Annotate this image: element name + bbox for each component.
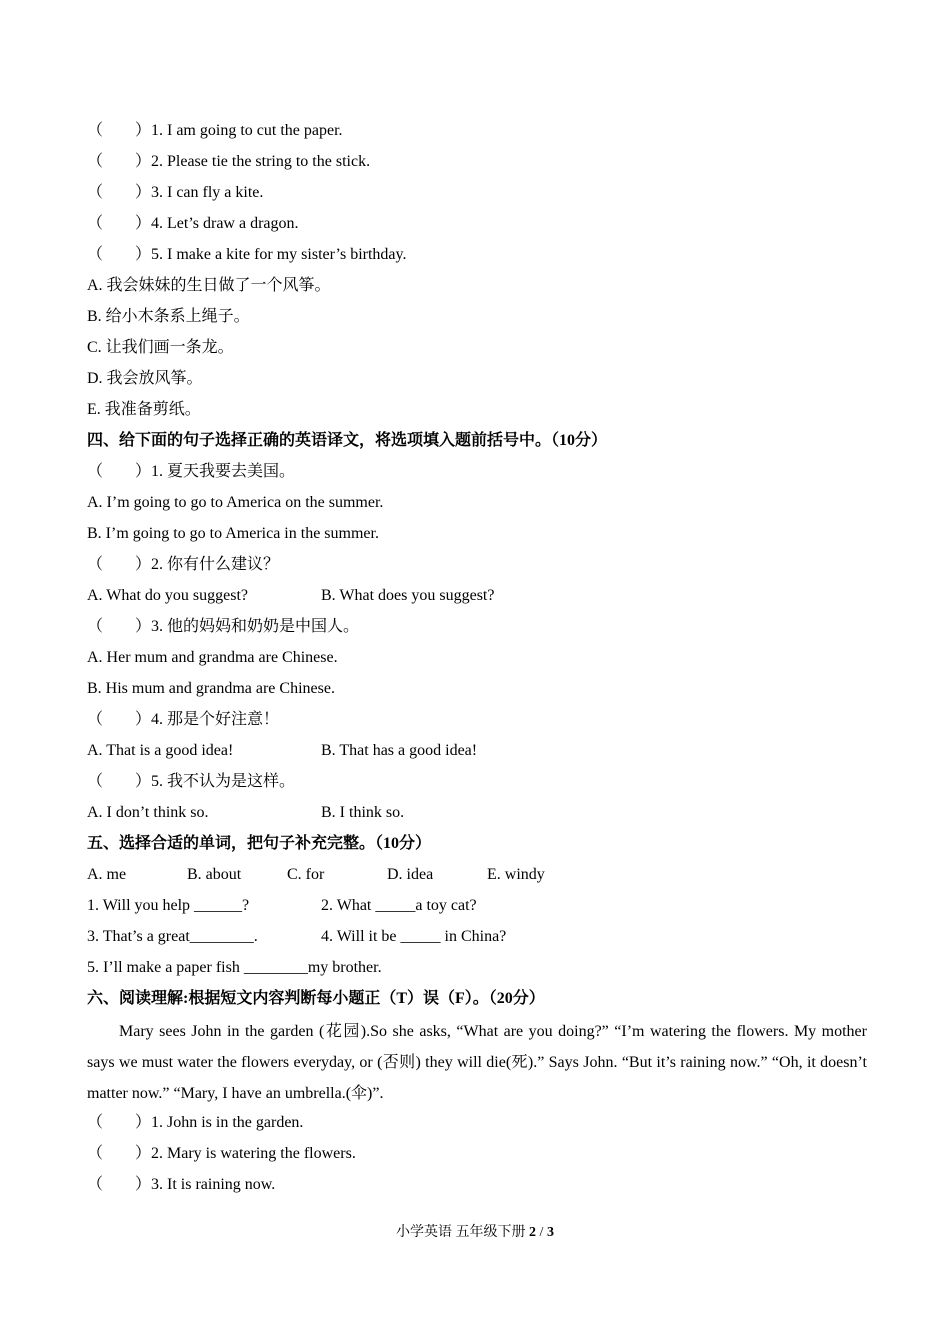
s5-row-2 bbox=[87, 923, 867, 954]
item-text: 2. Mary is watering the flowers. bbox=[151, 1145, 356, 1162]
item-text: 1. John is in the garden. bbox=[151, 1114, 304, 1131]
s3-item-1 bbox=[87, 117, 867, 148]
answer-paren: （ ） bbox=[87, 1176, 152, 1193]
page-content bbox=[87, 117, 867, 1202]
item-text: 2. Please tie the string to the stick. bbox=[151, 153, 371, 170]
option-a: A. That is a good idea! bbox=[87, 742, 234, 759]
footer-label: 小学英语 五年级下册 bbox=[396, 1225, 526, 1240]
option-b: B. What does you suggest? bbox=[321, 587, 495, 604]
section6-heading: 六、阅读理解:根据短文内容判断每小题正（T）误（F）。（20分） bbox=[87, 990, 545, 1007]
s5-row-1 bbox=[87, 892, 867, 923]
answer-paren: （ ） bbox=[87, 773, 152, 790]
s3-item-4 bbox=[87, 210, 867, 241]
answer-paren: （ ） bbox=[87, 556, 152, 573]
s3-item-2 bbox=[87, 148, 867, 179]
sentence-5: 5. I’ll make a paper fish ________my brother. bbox=[87, 959, 382, 976]
s4-q1-option-b: B. I’m going to go to America in the summer. bbox=[87, 525, 379, 542]
option-a: A. I don’t think so. bbox=[87, 804, 209, 821]
s4-q5-options bbox=[87, 799, 867, 830]
answer-paren: （ ） bbox=[87, 1145, 152, 1162]
footer-page-number: 2 bbox=[529, 1225, 537, 1240]
s3-item-5 bbox=[87, 241, 867, 272]
s4-q2 bbox=[87, 551, 867, 582]
item-text: 1. I am going to cut the paper. bbox=[151, 122, 343, 139]
word-option-c: C. for bbox=[287, 866, 325, 883]
s4-q5 bbox=[87, 768, 867, 799]
s3-option-b: B. 给小木条系上绳子。 bbox=[87, 308, 250, 325]
word-option-e: E. windy bbox=[487, 866, 545, 883]
footer-separator: / bbox=[536, 1225, 547, 1240]
s3-option-e: E. 我准备剪纸。 bbox=[87, 401, 201, 418]
answer-paren: （ ） bbox=[87, 1114, 152, 1131]
footer-page-total: 3 bbox=[546, 1225, 554, 1240]
s4-q2-options bbox=[87, 582, 867, 613]
answer-paren: （ ） bbox=[87, 184, 152, 201]
item-text: 5. I make a kite for my sister’s birthday. bbox=[151, 246, 407, 263]
sentence-4: 4. Will it be _____ in China? bbox=[321, 928, 507, 945]
item-text: 3. I can fly a kite. bbox=[151, 184, 264, 201]
answer-paren: （ ） bbox=[87, 122, 152, 139]
s4-q3-option-b: B. His mum and grandma are Chinese. bbox=[87, 680, 335, 697]
s6-item-1 bbox=[87, 1109, 867, 1140]
sentence-2: 2. What _____a toy cat? bbox=[321, 897, 477, 914]
question-text: 2. 你有什么建议？ bbox=[151, 556, 280, 573]
s4-q3 bbox=[87, 613, 867, 644]
item-text: 4. Let’s draw a dragon. bbox=[151, 215, 299, 232]
word-option-b: B. about bbox=[187, 866, 242, 883]
section4-heading: 四、给下面的句子选择正确的英语译文，将选项填入题前括号中。（10分） bbox=[87, 432, 608, 449]
page-footer bbox=[0, 1222, 950, 1244]
answer-paren: （ ） bbox=[87, 246, 152, 263]
option-a: A. What do you suggest? bbox=[87, 587, 249, 604]
answer-paren: （ ） bbox=[87, 463, 152, 480]
s4-q4 bbox=[87, 706, 867, 737]
s6-item-2 bbox=[87, 1140, 867, 1171]
word-option-d: D. idea bbox=[387, 866, 434, 883]
s3-option-a: A. 我会妹妹的生日做了一个风筝。 bbox=[87, 277, 331, 294]
s4-q4-options bbox=[87, 737, 867, 768]
s4-q1-option-a: A. I’m going to go to America on the summer. bbox=[87, 494, 384, 511]
reading-passage: Mary sees John in the garden (花园).So she asks, “What are you doing?” “I’m watering the flowers. My mother says we must water the flowers everyday, or (否则) they will die(死).” Says John. “But it’s raining now.” “Oh, it doesn’t matter now.” “Mary, I have an umbrella.(伞)”. bbox=[87, 1023, 867, 1102]
answer-paren: （ ） bbox=[87, 153, 152, 170]
answer-paren: （ ） bbox=[87, 711, 152, 728]
word-option-a: A. me bbox=[87, 866, 127, 883]
answer-paren: （ ） bbox=[87, 618, 152, 635]
sentence-3: 3. That’s a great________. bbox=[87, 928, 258, 945]
s4-q3-option-a: A. Her mum and grandma are Chinese. bbox=[87, 649, 338, 666]
word-bank bbox=[87, 861, 867, 892]
question-text: 5. 我不认为是这样。 bbox=[151, 773, 296, 790]
s3-option-d: D. 我会放风筝。 bbox=[87, 370, 203, 387]
answer-paren: （ ） bbox=[87, 215, 152, 232]
sentence-1: 1. Will you help ______? bbox=[87, 897, 250, 914]
question-text: 1. 夏天我要去美国。 bbox=[151, 463, 296, 480]
s3-option-c: C. 让我们画一条龙。 bbox=[87, 339, 234, 356]
option-b: B. That has a good idea! bbox=[321, 742, 478, 759]
item-text: 3. It is raining now. bbox=[151, 1176, 276, 1193]
option-b: B. I think so. bbox=[321, 804, 405, 821]
s4-q1 bbox=[87, 458, 867, 489]
s6-item-3 bbox=[87, 1171, 867, 1202]
s3-item-3 bbox=[87, 179, 867, 210]
question-text: 3. 他的妈妈和奶奶是中国人。 bbox=[151, 618, 360, 635]
section5-heading: 五、选择合适的单词，把句子补充完整。（10分） bbox=[87, 835, 432, 852]
question-text: 4. 那是个好注意！ bbox=[151, 711, 280, 728]
